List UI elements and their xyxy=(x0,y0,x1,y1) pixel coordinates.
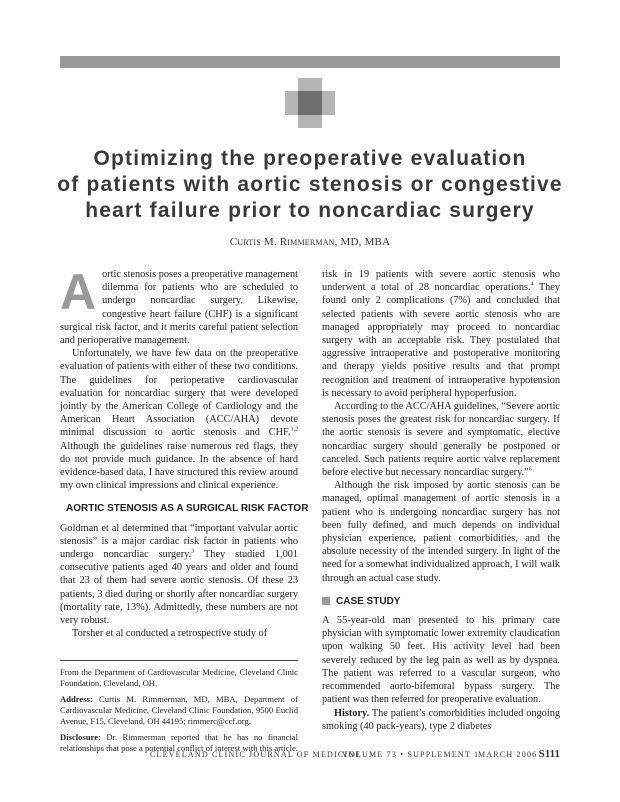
paragraph-text: Goldman et al determined that “important valvular aortic stenosis” is a major cardiac risk factor in patients who undergo noncardiac surgery. xyxy=(60,522,298,561)
paragraph-text: They found only 2 complications (7%) and concluded that selected patients with severe aortic stenosis who are managed appropriately may proceed to noncardiac surgery with an acceptable risk. They postulated that aggressive intraoperative and postoperative monitoring and therapy yields positive results and that prompt recognition and treatment of intraoperative hypotension is necessary to avoid peripheral hypoperfusion. xyxy=(322,282,560,399)
issue-date: MARCH 2006 xyxy=(478,750,538,759)
paragraph xyxy=(60,347,298,492)
left-column xyxy=(60,264,309,759)
section-heading-text: CASE STUDY xyxy=(336,595,401,607)
journal-logo-icon xyxy=(285,78,335,128)
paragraph-text: Although the guidelines raise numerous red flags, they do not provide much guidance. In the absence of hard evidence-based data, I have structured this review around my own clinical impressions and clinical experience. xyxy=(60,440,298,492)
address-label: Address: xyxy=(60,694,93,705)
paragraph-text: According to the ACC/AHA guidelines, “Severe aortic stenosis poses the greatest risk for noncardiac surgery. If the aortic stenosis is severe and symptomatic, elective noncardiac surgery should generally be postponed or canceled. Such patients require aortic valve replacement before elective but necessary noncardiac surgery.” xyxy=(322,401,560,479)
paragraph-text: risk in 19 patients with severe aortic stenosis who underwent a total of 28 noncardiac operations. xyxy=(322,269,560,294)
intro-text: ortic stenosis poses a preoperative management dilemma for patients who are scheduled to undergo noncardiac surgery. Likewise, congestive heart failure (CHF) is a significant surgical risk factor, and it merits careful patient selection and perioperative management. xyxy=(60,269,298,347)
run-in-heading: History. xyxy=(334,707,370,719)
disclosure-text: Dr. Rimmerman reported that he has no financial relationships that pose a potential conflict of interest with this article. xyxy=(60,732,298,754)
footnote-divider xyxy=(60,660,298,661)
disclosure-label: Disclosure: xyxy=(60,732,101,743)
paragraph-text: Unfortunately, we have few data on the preoperative evaluation of patients with either of these two conditions. The guidelines for perioperative cardiovascular evaluation for noncardiac surgery that were developed jointly by the American College of Cardiology and the American Heart Association (ACC/AHA) devote minimal discussion to aortic stenosis and CHF. xyxy=(60,348,298,439)
paragraph xyxy=(322,400,560,479)
paragraph xyxy=(322,707,560,733)
title-line: heart failure prior to noncardiac surgery xyxy=(85,199,535,222)
section-heading xyxy=(60,502,309,515)
citation-ref: 4 xyxy=(530,281,534,288)
intro-paragraph xyxy=(60,264,298,347)
paragraph: Although the risk imposed by aortic stenosis can be managed, optimal management of aortic stenosis in a patient who is undergoing noncardiac surgery has not been fully defined, and much depends on individual physician experience, patient comorbidities, and the absolute necessity of the intended surgery. In light of the need for a somewhat individualized approach, I will walk through an actual case study. xyxy=(322,480,560,584)
paragraph-text: The patient’s comorbidities included ongoing smoking (40 pack-years), type 2 diabetes xyxy=(322,707,560,732)
section-heading xyxy=(322,595,560,608)
header-bar xyxy=(60,56,560,68)
paragraph: Torsher et al conducted a retrospective study of xyxy=(72,628,268,640)
title-line: Optimizing the preoperative evaluation xyxy=(93,147,527,170)
paragraph xyxy=(322,268,560,400)
paragraph-text: They studied 1,001 consecutive patients aged 40 years and older and found that 23 of them had severe aortic stenosis. Of these 23 patients, 3 died during or shortly after noncardiac surgery (mortality rate, 13%). Admittedly, these numbers are not very robust. xyxy=(60,549,299,627)
affiliation-note: From the Department of Cardiovascular Medicine, Cleveland Clinic Foundation, Cleveland, OH. xyxy=(60,667,298,689)
paragraph: A 55-year-old man presented to his primary care physician with symptomatic lower extremity claudication upon walking 50 feet. His activity level had been severely reduced by the leg pain as well as by dyspnea. The patient was referred to a vascular surgeon, who recommended aorto-bifemoral bypass surgery. The patient was then referred for preoperative evaluation. xyxy=(322,615,560,706)
right-column xyxy=(322,268,560,733)
address-text: Curtis M. Rimmerman, MD, MBA, Department of Cardiovascular Medicine, Cleveland Clinic Foundation, 9500 Euclid Avenue, F15, Cleveland, OH 44195; rimmerc@ccf.org. xyxy=(60,694,298,727)
title-line: of patients with aortic stenosis or congestive xyxy=(57,173,563,196)
journal-name: CLEVELAND CLINIC JOURNAL OF MEDICINE xyxy=(150,750,362,759)
citation-ref: 3 xyxy=(191,548,195,555)
drop-cap: A xyxy=(60,264,97,320)
paragraph xyxy=(60,522,298,628)
footnotes xyxy=(60,667,298,754)
article-title xyxy=(40,146,580,224)
volume-info: VOLUME 73 • SUPPLEMENT 1 xyxy=(342,750,480,759)
address-note xyxy=(60,694,298,727)
section-square-icon xyxy=(322,597,330,605)
section-heading-text: AORTIC STENOSIS AS A SURGICAL RISK FACTOR xyxy=(66,503,309,515)
author-byline: Curtis M. Rimmerman, MD, MBA xyxy=(229,236,391,248)
citation-ref: 6 xyxy=(528,466,532,473)
page-number: S111 xyxy=(538,748,560,760)
citation-ref: 1,2 xyxy=(290,427,298,434)
